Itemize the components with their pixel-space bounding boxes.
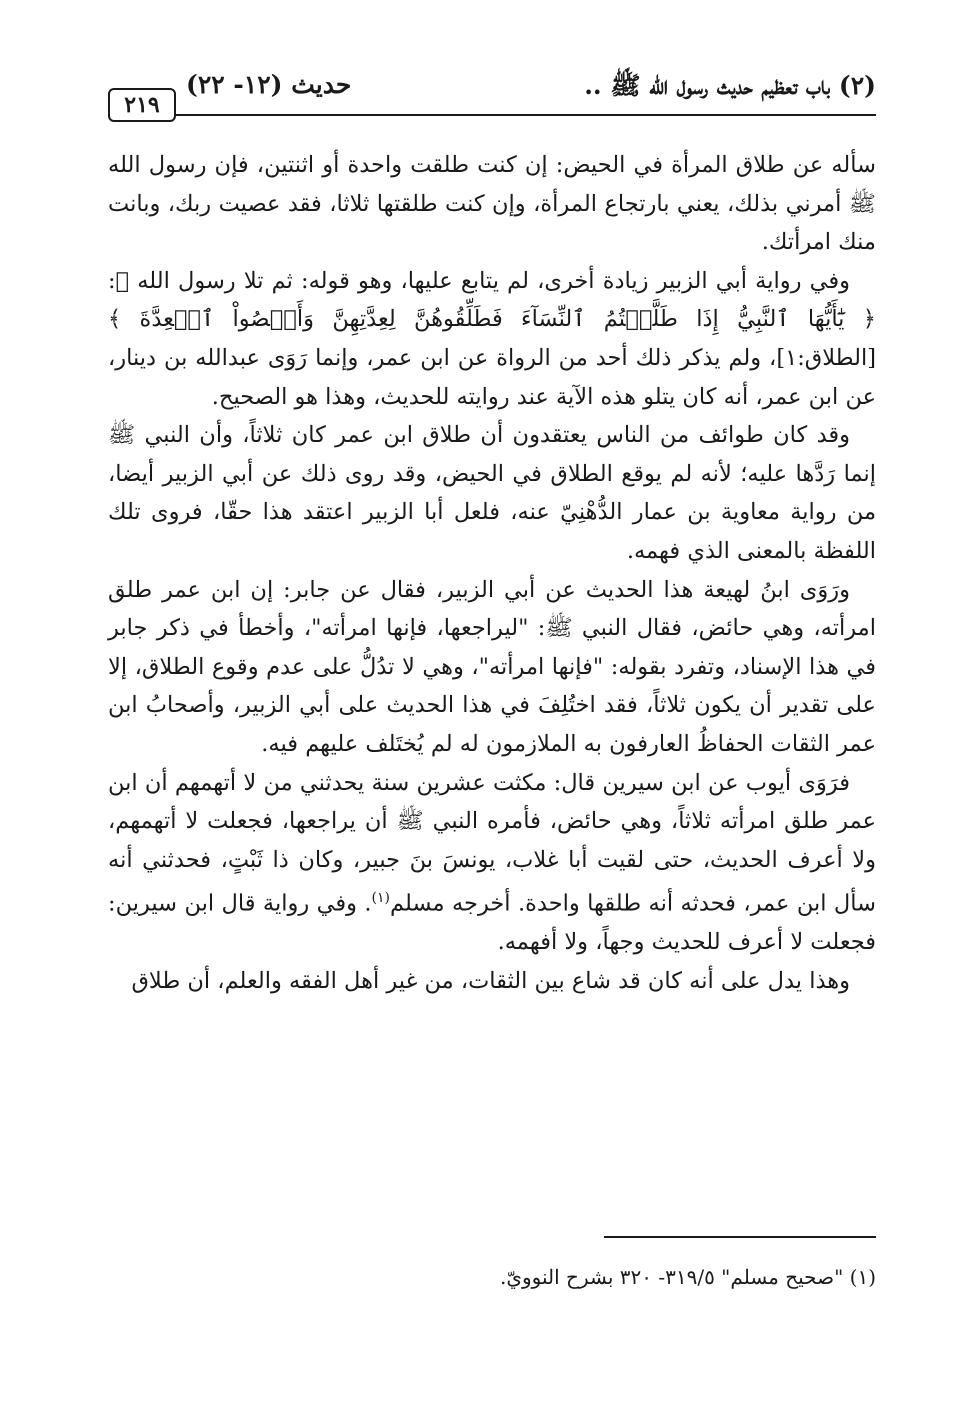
page-number: ٢١٩	[108, 88, 176, 122]
paragraph: سأله عن طلاق المرأة في الحيض: إن كنت طلقت واحدة أو اثنتين، فإن رسول الله ﷺ أمرني بذلك، يعني بارتجاع المرأة، وإن كنت طلقتها ثلاثا، فقد عصيت ربك، وبانت منك امرأتك.	[108, 152, 876, 256]
main-text	[108, 146, 876, 1001]
paragraph: وفي رواية أبي الزبير زيادة أخرى، لم يتابع عليها، وهو قوله: ثم تلا رسول الله ﷺ: ﴿ يَٰٓأَيُّهَا ٱلنَّبِيُّ إِذَا طَلَّقۡتُمُ ٱلنِّسَآءَ فَطَلِّقُوهُنَّ لِعِدَّتِهِنَّ وَأَحۡصُواْ ٱلۡعِدَّةَ ﴾ [الطلاق:١]، ولم يذكر ذلك أحد من الرواة عن ابن عمر، وإنما رَوَى عبدالله بن دينار، عن ابن عمر، أنه كان يتلو هذه الآية عند روايته للحديث، وهذا هو الصحيح.	[108, 267, 876, 410]
running-header	[108, 62, 876, 122]
header-rule	[174, 114, 876, 116]
paragraph: وقد كان طوائف من الناس يعتقدون أن طلاق ابن عمر كان ثلاثاً، وأن النبي ﷺ إنما رَدَّها عليه؛ لأنه لم يوقع الطلاق في الحيض، وقد روى ذلك عن أبي الزبير أيضا، من رواية معاوية بن عمار الدُّهْنِيّ عنه، فلعل أبا الزبير اعتقد هذا حقّا، فروى تلك اللفظة بالمعنى الذي فهمه.	[108, 422, 876, 564]
chapter-title: (٢) باب تعظيم حديث رسول الله ﷺ ..	[584, 71, 876, 100]
footnote: (١) "صحيح مسلم" ٣١٩/٥- ٣٢٠ بشرح النوويّ.	[499, 1265, 876, 1289]
paragraph: ورَوَى ابنُ لهيعة هذا الحديث عن أبي الزبير، فقال عن جابر: إن ابن عمر طلق امرأته، وهي حائض، فقال النبي ﷺ: "ليراجعها، فإنها امرأته"، وأخطأ في ذكر جابر في هذا الإسناد، وتفرد بقوله: "فإنها امرأته"، وهي لا تدُلُّ على عدم وقوع الطلاق، إلا على تقدير أن يكون ثلاثاً، فقد اختُلِفَ في هذا الحديث على أبي الزبير، وأصحابُ ابن عمر الثقات الحفاظُ العارفون به الملازمون له لم يُختَلف عليهم فيه.	[108, 576, 876, 757]
paragraph: وهذا يدل على أنه كان قد شاع بين الثقات، من غير أهل الفقه والعلم، أن طلاق	[131, 967, 850, 994]
hadith-range: حديث (١٢- ٢٢)	[186, 70, 352, 99]
paragraph-text: فرَوَى أيوب عن ابن سيرين قال: مكثت عشرين سنة يحدثني من لا أتهمهم أن ابن عمر طلق امرأته ثلاثاً، وهي حائض، فأمره النبي ﷺ أن يراجعها، فجعلت لا أتهمهم، ولا أعرف الحديث، حتى لقيت أبا غلاب، يونسَ بنَ جبير، وكان ذا ثَبْتٍ، فحدثني أنه سأل ابن عمر، فحدثه أنه طلقها واحدة. أخرجه مسلم	[108, 769, 876, 917]
paragraph	[108, 764, 876, 962]
footnote-marker: (١)	[371, 890, 391, 907]
paragraph-text: . وفي رواية قال ابن سيرين: فجعلت لا أعرف للحديث وجهاً، ولا أفهمه.	[108, 890, 876, 956]
footnote-rule	[604, 1236, 876, 1238]
